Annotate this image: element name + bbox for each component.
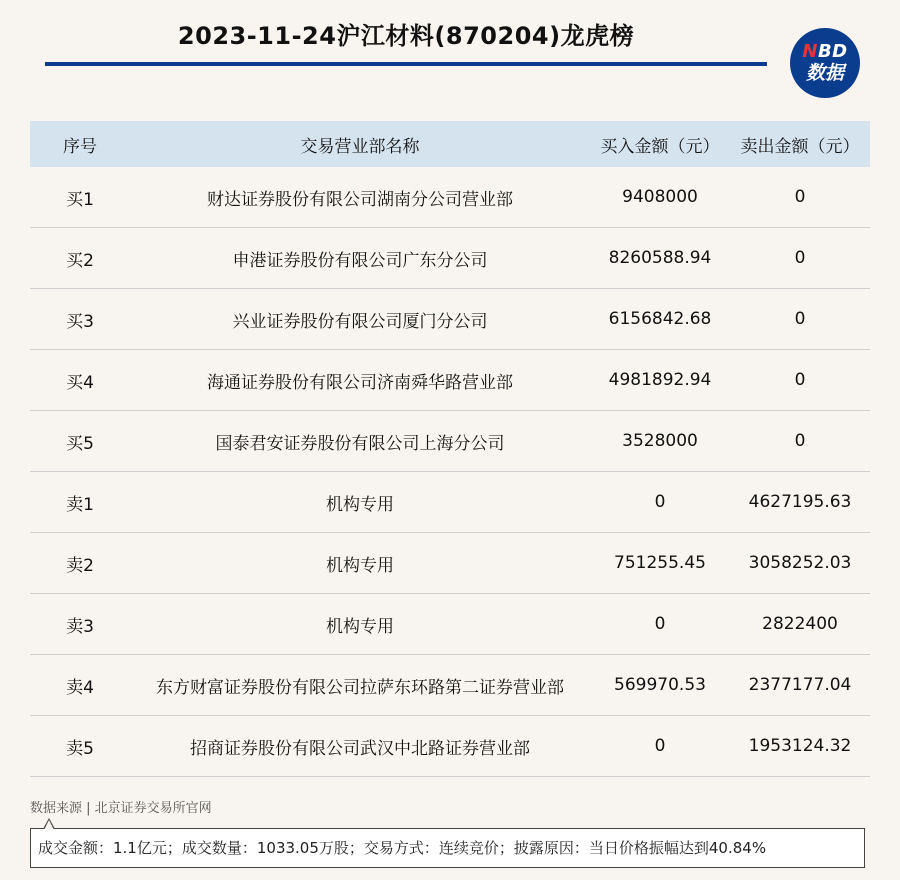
dragon-tiger-table (30, 121, 870, 777)
trade-summary-note: 成交金额：1.1亿元；成交数量：1033.05万股；交易方式：连续竞价；披露原因：当日价格振幅达到40.84% (30, 828, 865, 868)
table-row (30, 533, 870, 594)
table-row (30, 167, 870, 228)
row-branch-name: 机构专用 (130, 472, 590, 533)
data-source: 数据来源 | 北京证券交易所官网 (30, 801, 212, 816)
column-header-sell-amount: 卖出金额（元） (730, 121, 870, 167)
row-buy-amount: 0 (590, 594, 730, 655)
row-sell-amount: 4627195.63 (730, 472, 870, 533)
column-header-buy-amount: 买入金额（元） (590, 121, 730, 167)
row-seq: 卖1 (30, 472, 130, 533)
table-row (30, 228, 870, 289)
column-header-branch-name: 交易营业部名称 (130, 121, 590, 167)
table-row (30, 655, 870, 716)
row-branch-name: 海通证券股份有限公司济南舜华路营业部 (130, 350, 590, 411)
row-sell-amount: 3058252.03 (730, 533, 870, 594)
row-sell-amount: 2822400 (730, 594, 870, 655)
row-seq: 卖2 (30, 533, 130, 594)
row-sell-amount: 0 (730, 167, 870, 228)
logo-top-letters: BD (817, 41, 848, 62)
table-row (30, 716, 870, 777)
table-row (30, 350, 870, 411)
row-sell-amount: 0 (730, 411, 870, 472)
row-seq: 买3 (30, 289, 130, 350)
row-branch-name: 机构专用 (130, 533, 590, 594)
row-buy-amount: 0 (590, 716, 730, 777)
row-seq: 卖5 (30, 716, 130, 777)
row-branch-name: 机构专用 (130, 594, 590, 655)
row-sell-amount: 2377177.04 (730, 655, 870, 716)
page-title: 2023-11-24沪江材料(870204)龙虎榜 (177, 22, 635, 50)
column-header-seq: 序号 (30, 121, 130, 167)
row-seq: 买2 (30, 228, 130, 289)
table-row (30, 594, 870, 655)
row-sell-amount: 0 (730, 289, 870, 350)
table-row (30, 289, 870, 350)
table-row (30, 472, 870, 533)
row-branch-name: 国泰君安证券股份有限公司上海分公司 (130, 411, 590, 472)
row-seq: 买5 (30, 411, 130, 472)
row-seq: 买1 (30, 167, 130, 228)
row-branch-name: 兴业证券股份有限公司厦门分公司 (130, 289, 590, 350)
row-branch-name: 东方财富证券股份有限公司拉萨东环路第二证券营业部 (130, 655, 590, 716)
row-seq: 买4 (30, 350, 130, 411)
table-header-row (30, 121, 870, 167)
row-buy-amount: 4981892.94 (590, 350, 730, 411)
title-underline (45, 62, 767, 66)
row-seq: 卖4 (30, 655, 130, 716)
row-branch-name: 申港证券股份有限公司广东分公司 (130, 228, 590, 289)
table-row (30, 411, 870, 472)
logo-top-text (802, 42, 847, 62)
row-buy-amount: 3528000 (590, 411, 730, 472)
row-sell-amount: 0 (730, 228, 870, 289)
nbd-logo (790, 28, 860, 98)
row-buy-amount: 751255.45 (590, 533, 730, 594)
row-branch-name: 招商证券股份有限公司武汉中北路证券营业部 (130, 716, 590, 777)
row-branch-name: 财达证券股份有限公司湖南分公司营业部 (130, 167, 590, 228)
row-sell-amount: 0 (730, 350, 870, 411)
logo-accent-letter: N (802, 41, 818, 62)
logo-bottom-text: 数据 (805, 62, 844, 84)
row-buy-amount: 9408000 (590, 167, 730, 228)
row-buy-amount: 0 (590, 472, 730, 533)
row-sell-amount: 1953124.32 (730, 716, 870, 777)
row-seq: 卖3 (30, 594, 130, 655)
row-buy-amount: 569970.53 (590, 655, 730, 716)
row-buy-amount: 6156842.68 (590, 289, 730, 350)
row-buy-amount: 8260588.94 (590, 228, 730, 289)
